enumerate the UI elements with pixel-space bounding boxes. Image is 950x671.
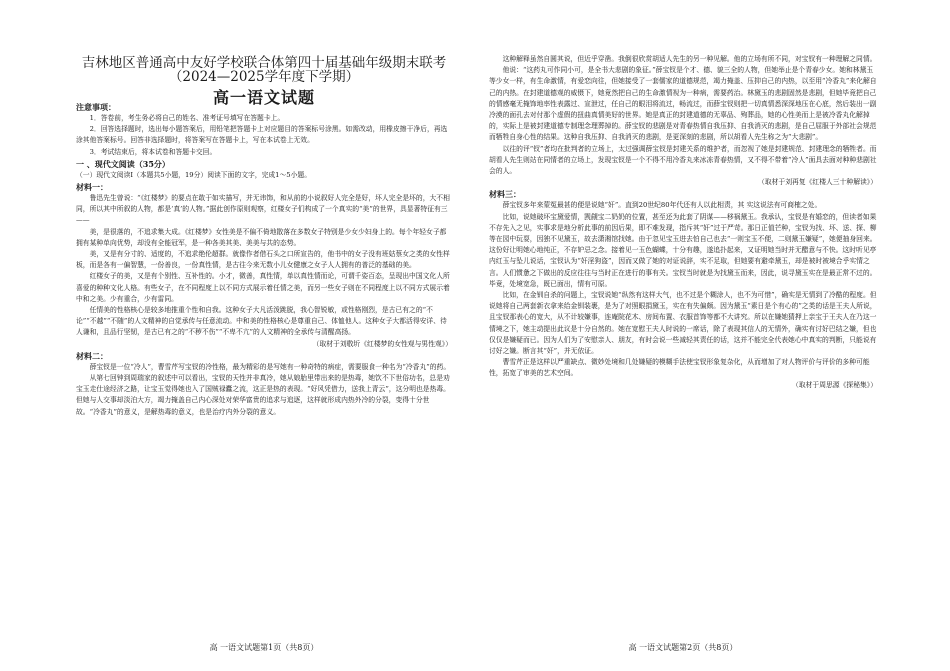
material-3-paragraph: 薛宝钗多年来蒙冤最甚的便是说她“奸”。直到20世纪80年代还有人以此相责，其 实这说法有可商榷之处。 xyxy=(502,201,822,210)
page-2-body xyxy=(489,54,877,391)
material-2-paragraph: 薛宝钗是一位“冷人”，曹雪芹写宝钗的冷性格，最为精彩的是写她有一种奇特的病症，需要服食一种名为“冷香丸”的药。 xyxy=(89,362,451,371)
material-1-paragraph: 美，是很落的，不追求集大成。《红楼梦》女性美是不偏不倚地散落在多数女子特别是少女少妇身上的。每个年轻女子都拥有某种单向优势，却没有全能冠军，是一种各美其美、美美与共的态势。 xyxy=(76,227,447,247)
material-1-paragraph: 鲁迅先生曾说：“《红楼梦》的要点在敢于如实描写，并无讳饰，和从前的小说叙好人完全是好，坏人完全是坏的，大不相同，所以其中所叙的人物，都是‘真’的人物。”据此创作原则观察，红楼女子们构成了一个真实的“美”的世界，具显著特征有三—— xyxy=(76,194,450,225)
material-1-paragraph: 美，又是有分寸的、适度的，不追求绝伦超群。就像作者借石头之口所宣告的，他书中的女子没有班姑蔡女之类的女性样板，而是各有一偏智慧，一份善良，一份真性情，是古往今来无数小儿女健康之女子人人拥有的普泛的基础的美。 xyxy=(76,250,450,270)
notice-item: 3．考试结束后，将本试卷和答题卡交回。 xyxy=(89,147,217,156)
page-1-column xyxy=(76,0,452,671)
page-1-body xyxy=(76,101,452,418)
material-3-paragraph: 曹雪芹正是这样以严重缺点、微妙处境和几处嫌疑的模糊手法使宝钗形象复杂化，从而增加了对人物评价与评价的多种可能性，拓宽了审美的艺术空间。 xyxy=(489,358,870,378)
material-1-paragraph: 红楼女子的美，又是有个别性、互补性的。小才，微善，真性情，单以真性情而论，可谓千姿百态，呈现出中国文化人所喜爱的种种文化人格。有些女子，在不同程度上以不同方式展示着任情之美，而另一些女子则在不同程度上以不同方式展示着中和之美。少有重合，少有雷同。 xyxy=(76,272,450,303)
exam-title: 吉林地区普通高中友好学校联合体第四十届基础年级期末联考 xyxy=(81,55,447,71)
page-2-footer: 高 一语文试题第2页（共8页） xyxy=(628,643,738,652)
subsection-instruction: （一）现代文阅读Ⅰ（本题共5小题，19分）阅读下面的文字，完成1～5小题。 xyxy=(76,170,312,179)
material-1-heading: 材料一： xyxy=(76,182,108,193)
material-3-source: （取材于周思源《探秘集》） xyxy=(792,380,877,389)
material-2-paragraph: 这种解释虽然自圆其说，但近乎穿凿。我倒很欣赏胡适人先生的另一种见解。他的立场有所不同，对宝钗有一种理解之同情。 xyxy=(502,55,877,63)
page-2-column xyxy=(489,0,877,671)
material-3-heading: 材料三： xyxy=(489,189,521,200)
material-2-paragraph: 他说：“这药丸可作同小可，是全书大悲剧的象征。”薛宝钗是个才、德、貌三全的人物，但她举止是个青春少女。她和林黛玉等少女一样，有生命激情，有爱恋向往，但她接受了一套儒家的道德规范，竭力掩盖、压抑自己的内热，以至用“冷香丸”来化解自己的内热。在封建道德观的威慑下，她竟然把自己的生命激情视为一种病，需要药治。林黛玉的悲剧固然是悲剧，但她毕竟把自己的情感毫无掩饰地率性表露过、宣泄过，任自己的眼泪将流过，畅流过，而薛宝钗则把一切真情悉深深地压在心底，然后装出一副冷漠的面孔去对付那个虚假的扭曲真情美好的世界。她是真正的封建道德的无辜品、殉葬品，她的心性美而上是被冷香丸化解掉的，实际上是被封建道德专制理念理葬掉的。薛宝钗的悲剧是对青春热情自我压抑、自我消灭的悲剧，是自己屈服于外部社会规范而牺牲自身心性的结果。这种自我压抑、自我消灭的悲剧，是更深刻的悲剧，所以胡看人先生称之为“大悲剧”。 xyxy=(489,66,877,142)
material-3-paragraph: 比如，说她破坏宝黛爱情，觊觎宝二奶奶的位置，甚至还为此套了阴谋——移祸黛玉。我承认，宝钗是有婚恋的，但读者如果不存先入之见，实事求是地分析此事的前因后果，即不难发现，指斥其“奸”过于严苛。那日正值芒种，宝钗为找、坏、送、探、柳等在园中玩耍，因独不见黛玉，故去潇湘馆找她。由于忽见宝玉进去怕自己也去“一则宝玉不便，二则黛玉嫌疑”，她便抽身回来。这份好让明她心地纯正，不存妒忌之念。接着见一玉色蝴蝶，十分有趣，遂追扑起来，又证明她当时并无醋意与不快。这时听见亭内红玉与坠儿说话，宝钗认为“奸淫狗盗”，因而又做了她的对证说辞，实不足取，但她要有避牵黛玉，却是被时被境合乎实情之言。人们惯惫之下做出的反应往往与当时正在进行的事有关。宝钗当时就是为找黛玉而来，因此，说寻黛玉实在是最正常不过的。毕竟，处境宽急，既已面出，情有可原。 xyxy=(489,212,877,288)
subject-title: 高一语文试题 xyxy=(212,88,315,107)
notice-heading: 注意事项： xyxy=(76,102,116,112)
material-2-source: （取材于刘再复《红楼人三十种解读》） xyxy=(758,178,877,187)
material-1-source: （取材于刘敬圻《红楼梦的女性观与男性观》） xyxy=(312,339,452,348)
page-1-footer: 高 一语文试题第1页（共8页） xyxy=(209,643,319,652)
notice-item: 1．答卷前，考生务必将自己的姓名、准考证号填写在答题卡上。 xyxy=(89,114,285,122)
material-2-heading: 材料二： xyxy=(76,350,108,361)
material-2-paragraph: 从第七回钟到周瑞家的叙述中可以看出，宝钗的天性并非真冷，她从娘胎里带出来的是热毒，她饮不下世俗功名，总是劝宝玉走仕途经济之路，让宝玉觉得她也入了国贼禄蠹之流，这正是热的表现。“好风凭借力，送我上青云”，这分明也是热毒。但她与人交事却淡泊大方，竭力掩盖自己内心深处对荣华富贵的追求与追逐，这样就形成内热外冷的分裂，变得十分世故。“冷香丸”的意义，是解热毒的意义，也是治疗内外分裂的意义。 xyxy=(76,374,450,416)
section-heading: 一 、现代文阅读（35分） xyxy=(76,158,170,169)
exam-year: （2024—2025学年度下学期） xyxy=(168,69,360,85)
notice-item: 2．回答选择题时，选出每小题答案后，用铅笔把答题卡上对应题目的答案标号涂黑。如需改动，用橡皮擦干净后，再选涂其他答案标号。回答非选择题时，将答案写在答题卡上，写在本试卷上无效。 xyxy=(76,125,448,145)
material-1-paragraph: 任情美的性格核心是较多地推重个性和自我。这种女子大凡活泼跳脱，我心智锐敏，或性格刚烈，是古已有之的“不论”“不越”“不随”的人文精神的自觉承传与任意流动。中和美的性格核心是尊重自己、体恤他人。这种女子大都活得安详、待人谦和，且品行坚韧，是古已有之的“不秽不伤”“不卑不亢”的人文精神的全承传与清醒高扬。 xyxy=(76,306,447,337)
material-2-paragraph: 以往的评“钗”者均在批判者的立场上，太过强调薛宝钗是封建关系的维护者，而忽视了她是封建规范、封建理念的牺牲者。而胡看人先生则站在同情者的立场上，发现宝钗是一个不得不用冷香丸来冰冻青春热情，又不得不带着“冷人”面具去面对种种悲剧社会的人。 xyxy=(489,144,877,176)
material-3-paragraph: 比如，在金钏自杀的问题上，宝钗说她“纵然有这样大气，也不过是个糊涂人，也不为可惜”，确实是无情到了冷酷的程度。但说她将自己两套新衣拿来给金钏装裹，是为了对照眼捐黛玉，实在有失偏颇。因为黛玉“素日是个有心的”之类的话是王夫人所说，且宝钗那表心的宽大，从不计较嫌事，连庵院花木、房间布置、衣服首饰等都不大讲究。所以在嫌她猜押上亲宝于王夫人在乃这一情境之下，她主动提出此议是十分自然的。她在宽慰王夫人时说的一席话，除了表现其信人的无情外，确实有讨好巴结之嫌，但也仅仅是嫌疑而已。因为人们为了安慰亲人、朋友，有时会说一些减轻其责任的话，这并不能完全代表她心中真实的判断，只能说有讨好之嫌。断言其“奸”，并无依证。 xyxy=(489,291,877,356)
